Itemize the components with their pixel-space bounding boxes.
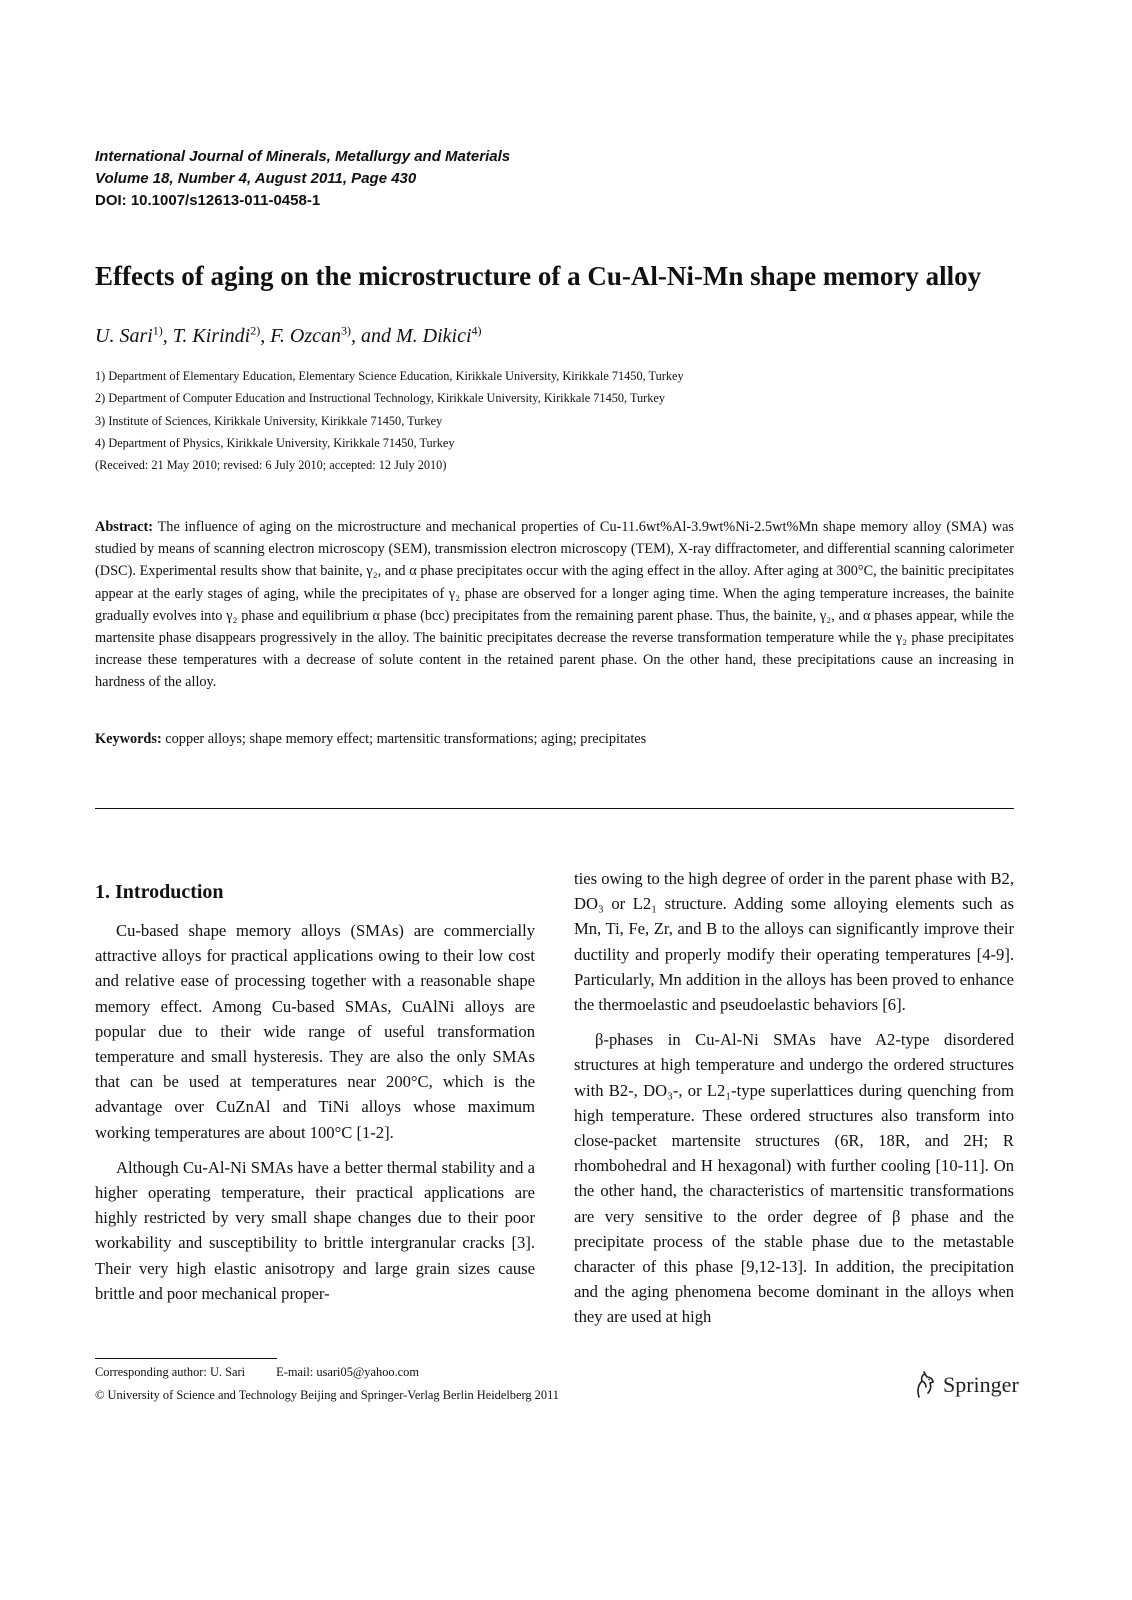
corresponding-author-note xyxy=(95,1363,419,1381)
copyright: © University of Science and Technology Beijing and Springer-Verlag Berlin Heidelberg 2011 xyxy=(95,1388,559,1402)
author-mark: 1) xyxy=(152,323,163,338)
keywords-label: Keywords: xyxy=(95,731,162,747)
paragraph: Cu-based shape memory alloys (SMAs) are commercially attractive alloys for practical applications owing to their low cost and relative ease of processing together with a reasonable shape memory effect. Among Cu-based SMAs, CuAlNi alloys are popular due to their wide range of useful transformation temperature and small hysteresis. They are also the only SMAs that can be used at temperatures near 200°C, which is the advantage over CuZnAl and TiNi alloys whose maximum working temperatures are about 100°C [1-2]. xyxy=(95,921,535,1142)
author-separator: , and xyxy=(350,325,396,347)
author-mark: 3) xyxy=(340,323,351,338)
author-separator: , xyxy=(260,325,271,347)
author-email: E-mail: usari05@yahoo.com xyxy=(276,1365,420,1379)
affiliation: 3) Institute of Sciences, Kirikkale University, Kirikkale 71450, Turkey xyxy=(95,413,443,428)
right-column xyxy=(574,866,1014,1330)
journal-name: International Journal of Minerals, Metallurgy and Materials xyxy=(95,148,511,165)
author-separator: , xyxy=(162,325,173,347)
journal-volume: Volume 18, Number 4, August 2011, Page 430 xyxy=(95,170,417,187)
author-mark: 2) xyxy=(250,323,261,338)
section-heading: 1. Introduction xyxy=(95,881,224,903)
author: T. Kirindi xyxy=(172,325,251,347)
section-divider xyxy=(95,808,1014,809)
author: F. Ozcan xyxy=(270,325,341,347)
paper-title: Effects of aging on the microstructure of a Cu-Al-Ni-Mn shape memory alloy xyxy=(95,261,982,291)
received-dates: (Received: 21 May 2010; revised: 6 July 2010; accepted: 12 July 2010) xyxy=(95,458,447,473)
author: M. Dikici xyxy=(395,325,472,347)
author-list xyxy=(95,322,995,350)
abstract xyxy=(95,516,1014,694)
keywords xyxy=(95,728,1014,750)
affiliation-list xyxy=(95,365,895,476)
doi: DOI: 10.1007/s12613-011-0458-1 xyxy=(95,192,321,209)
author: U. Sari xyxy=(95,325,153,347)
paragraph: β-phases in Cu-Al-Ni SMAs have A2-type disordered structures at high temperature and undergo the ordered structures with B2-, DO₃-, or L2₁-type superlattices during quenching from high temperature. These ordered structures also transform into close-packet martensite structures (6R, 18R, and 2H; R rhombohedral and H hexagonal) with further cooling [10-11]. On the other hand, the characteristics of martensitic transformations are very sensitive to the order degree of β phase and the precipitate process of the stable phase due to the metastable character of this phase [9,12-13]. In addition, the precipitation and the aging phenomena become dominant in the alloys when they are used at high xyxy=(574,1030,1014,1327)
affiliation: 4) Department of Physics, Kirikkale University, Kirikkale 71450, Turkey xyxy=(95,435,455,450)
paragraph: ties owing to the high degree of order in the parent phase with B2, DO₃ or L2₁ structure. Adding some alloying elements such as Mn, Ti, Fe, Zr, and B to the alloys can significantly improve their ductility and properly modify their operating temperatures [4-9]. Particularly, Mn addition in the alloys has been proved to enhance the thermoelastic and pseudoelastic behaviors [6]. xyxy=(574,869,1014,1015)
publisher-logo xyxy=(913,1368,1019,1402)
left-column xyxy=(95,878,535,1306)
paragraph: Although Cu-Al-Ni SMAs have a better thermal stability and a higher operating temperature, their practical applications are highly restricted by very small shape changes due to their poor workability and susceptibility to brittle intergranular cracks [3]. Their very high elastic anisotropy and large grain sizes cause brittle and poor mechanical proper- xyxy=(95,1157,535,1303)
footnote-rule xyxy=(95,1358,277,1359)
publisher-name: Springer xyxy=(943,1372,1019,1397)
affiliation: 2) Department of Computer Education and Instructional Technology, Kirikkale University, Kirikkale 71450, Turkey xyxy=(95,391,666,406)
springer-horse-icon xyxy=(913,1371,937,1399)
affiliation: 1) Department of Elementary Education, Elementary Science Education, Kirikkale University, Kirikkale 71450, Turkey xyxy=(95,369,684,383)
abstract-text: The influence of aging on the microstructure and mechanical properties of Cu-11.6wt%Al-3.9wt%Ni-2.5wt%Mn shape memory alloy (SMA) was studied by means of scanning electron microscopy (SEM), transmission electron microscopy (TEM), X-ray diffractometer, and differential scanning calorimeter (DSC). Experimental results show that bainite, γ₂, and α phase precipitates occur with the aging effect in the alloy. After aging at 300°C, the bainitic precipitates appear at the early stages of aging, while the precipitates of γ₂ phase are observed for a longer aging time. When the aging temperature increases, the bainite gradually evolves into γ₂ phase and equilibrium α phase (bcc) precipitates from the remaining parent phase. Thus, the bainite, γ₂, and α phases appear, while the martensite phase disappears progressively in the alloy. The bainitic precipitates decrease the reverse transformation temperature while the γ₂ phase precipitates increase these temperatures with a decrease of solute content in the retained parent phase. On the other hand, these precipitations cause an increasing in hardness of the alloy. xyxy=(95,519,1014,691)
corresponding-author: Corresponding author: U. Sari xyxy=(95,1365,246,1379)
abstract-label: Abstract: xyxy=(95,519,153,535)
keywords-text: copper alloys; shape memory effect; martensitic transformations; aging; precipitates xyxy=(165,731,647,747)
journal-header xyxy=(95,146,795,212)
author-mark: 4) xyxy=(471,323,482,338)
